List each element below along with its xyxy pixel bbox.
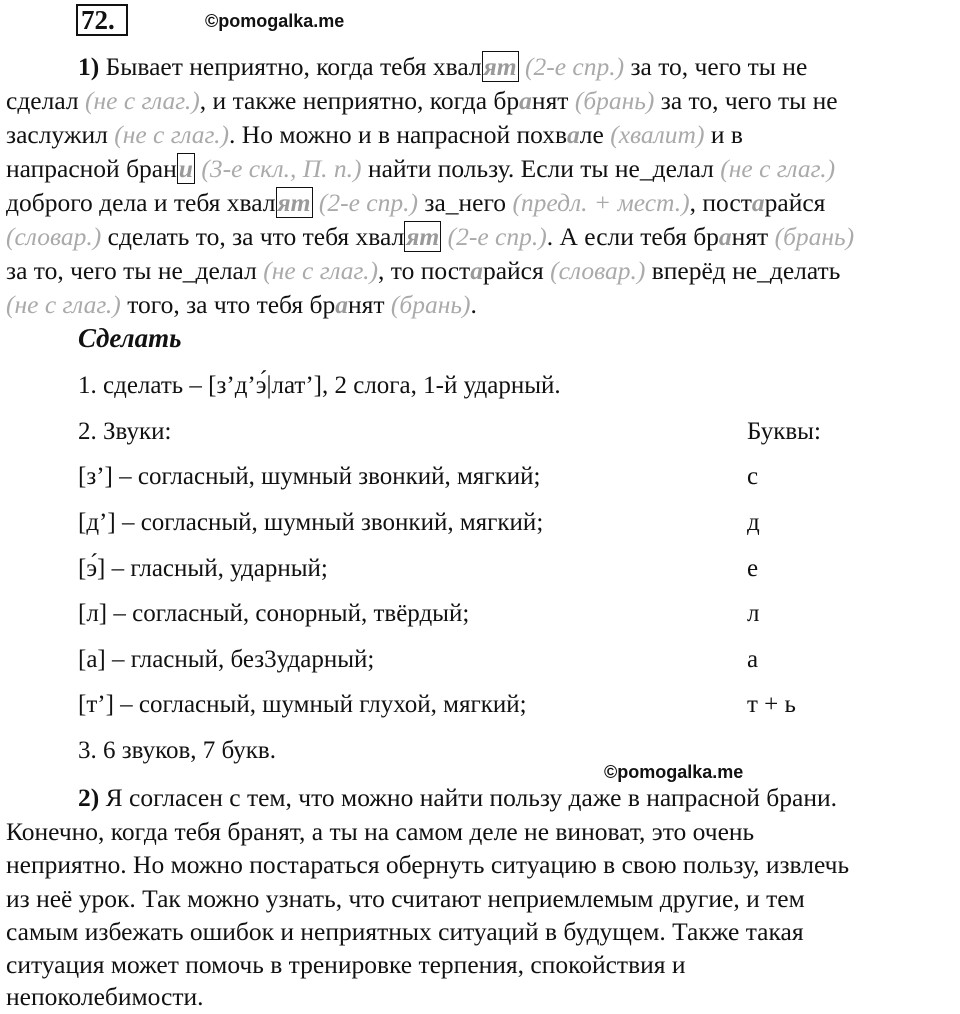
part1-line-1: 1) Бывает неприятно, когда тебя хвалят (2-е спр.) за то, чего ты не <box>78 52 808 81</box>
part2-line-1: 2) Я согласен с тем, что можно найти пользу даже в напрасной брани. <box>78 783 838 812</box>
analysis-heading: Сделать <box>78 323 182 353</box>
watermark-middle: ©pomogalka.me <box>604 762 744 782</box>
watermark-top: ©pomogalka.me <box>205 11 345 31</box>
sound-row: [т’] – согласный, шумный глухой, мягкий; <box>78 691 527 718</box>
letter-cell: а <box>747 646 759 673</box>
ending-box: и <box>178 154 193 183</box>
exercise-number: 72. <box>76 4 128 36</box>
part2-line-7: непоколебимости. <box>6 982 204 1011</box>
part2-line-5: самым избежать ошибок и неприятных ситуаций в будущем. Также такая <box>6 917 804 946</box>
part2-line-4: из неё урок. Так можно узнать, что считают неприемлемым другие, и тем <box>6 884 805 913</box>
ending-box: ят <box>406 222 440 251</box>
part1-line-6: (словар.) сделать то, за что тебя хвалят (2-е спр.). А если тебя бранят (брань) <box>6 222 855 251</box>
part1-line-3: заслужил (не с глаг.). Но можно и в напрасной похвале (хвалит) и в <box>6 120 743 149</box>
letter-cell: т + ь <box>747 691 796 718</box>
analysis-item-1: 1. сделать – [з’д’э́|лат’], 2 слога, 1-й ударный. <box>78 372 561 399</box>
ending-box: ят <box>483 52 517 81</box>
part1-line-8: (не с глаг.) того, за что тебя бранят (брань). <box>6 290 477 319</box>
letter-cell: с <box>747 463 759 490</box>
sounds-header: 2. Звуки: <box>78 418 172 445</box>
part2-line-6: ситуация может помочь в тренировке терпения, спокойствия и <box>6 950 686 979</box>
part1-line-7: за то, чего ты не_делал (не с глаг.), то постарайся (словар.) вперёд не_делать <box>6 256 841 285</box>
part1-line-5: доброго дела и тебя хвалят (2-е спр.) за_него (предл. + мест.), постарайся <box>6 188 826 217</box>
sound-row: [л] – согласный, сонорный, твёрдый; <box>78 600 470 627</box>
part1-label: 1) <box>78 52 100 81</box>
sound-row: [а] – гласный, без3ударный; <box>78 646 375 673</box>
sound-row: [э́] – гласный, ударный; <box>78 555 328 582</box>
sound-row: [д’] – согласный, шумный звонкий, мягкий; <box>78 509 544 536</box>
part2-line-2: Конечно, когда тебя бранят, а ты на самом деле не виноват, это очень <box>6 817 755 846</box>
part1-line-2: сделал (не с глаг.), и также неприятно, когда бранят (брань) за то, чего ты не <box>6 86 838 115</box>
part2-line-3: неприятно. Но можно постараться обернуть ситуацию в свою пользу, извлечь <box>6 850 850 879</box>
letter-cell: л <box>747 600 760 627</box>
letters-header: Буквы: <box>747 418 821 445</box>
analysis-item-3: 3. 6 звуков, 7 букв. <box>78 737 276 764</box>
sound-row: [з’] – согласный, шумный звонкий, мягкий; <box>78 463 541 490</box>
letter-cell: е <box>747 555 759 582</box>
part1-line-4: напрасной брани (3-е скл., П. п.) найти пользу. Если ты не_делал (не с глаг.) <box>6 154 836 183</box>
ending-box: ят <box>277 188 311 217</box>
part2-label: 2) <box>78 783 100 812</box>
letter-cell: д <box>747 509 760 536</box>
